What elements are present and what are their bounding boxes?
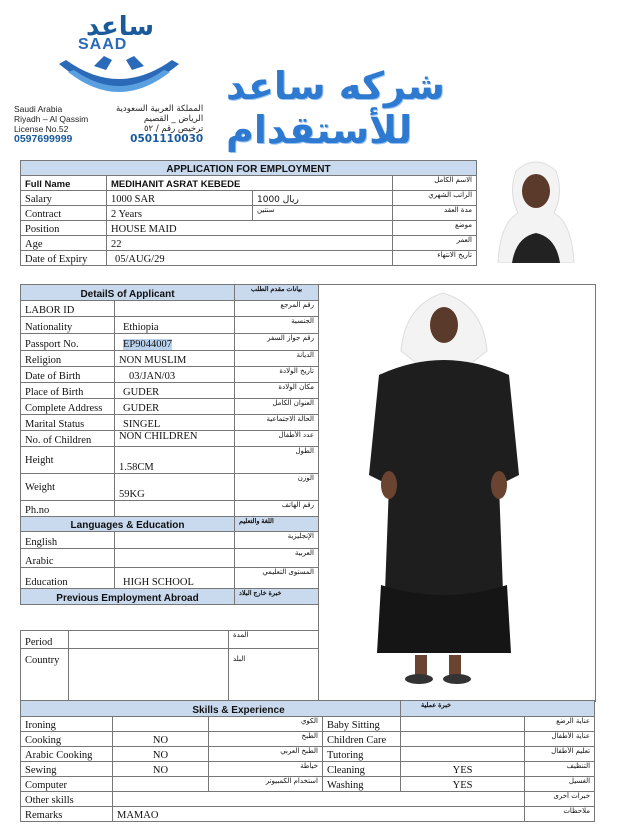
children-care-value [401,732,525,747]
nationality-value: Ethiopia [115,317,235,334]
passport-ar: رقم جواز السفر [235,334,319,351]
details-header: DetailS of Applicant [21,285,235,301]
applicant-portrait [478,153,594,263]
position-ar: موضع [393,221,477,236]
height-label: Height [21,447,115,474]
baby-sitting-label: Baby Sitting [323,717,401,732]
cooking-label: Cooking [21,732,113,747]
weight-value: 59KG [115,474,235,501]
religion-label: Religion [21,351,115,367]
full-body-photo-frame [318,284,596,702]
logo-arabic: ساعد [86,12,155,42]
baby-sitting-ar: عناية الرضع [525,717,595,732]
remarks-value: MAMAO [113,807,525,822]
phone-value [115,501,235,517]
country-label: Country [21,649,69,702]
logo-right-text: المملكة العربية السعودية الرياض _ القصيم ترخيص رقم / ٥٢ 0501110030 [116,104,204,145]
expiry-label: Date of Expiry [21,251,107,266]
tutoring-ar: تعليم الأطفال [525,747,595,762]
cooking-ar: الطبخ [209,732,323,747]
marital-label: Marital Status [21,415,115,431]
education-ar: المستوى التعليمي [235,568,319,589]
handshake-icon [54,54,184,108]
height-ar: الطول [235,447,319,474]
company-title: شركه ساعد للأستقدام [226,64,445,152]
salary-value: 1000 SAR [107,191,253,206]
skills-table [20,700,595,822]
salary-value-ar: 1000 ريال [253,191,393,206]
nationality-label: Nationality [21,317,115,334]
religion-value: NON MUSLIM [115,351,235,367]
cooking-value: NO [113,732,209,747]
full-name-label: Full Name [21,176,107,191]
address-ar: العنوان الكامل [235,399,319,415]
passport-number: EP9044007 [123,339,173,350]
logo-english: SAAD [78,36,128,53]
skills-header: Skills & Experience [21,701,401,717]
period-value [69,631,229,649]
tutoring-label: Tutoring [323,747,401,762]
cleaning-value: YES [401,762,525,777]
phone-ar: رقم الهاتف [235,501,319,517]
company-logo [8,8,204,152]
education-label: Education [21,568,115,589]
age-label: Age [21,236,107,251]
prev-table [20,630,319,702]
passport-label: Passport No. [21,334,115,351]
expiry-ar: تاريخ الانتهاء [393,251,477,266]
passport-value [115,334,235,351]
tutoring-value [401,747,525,762]
ironing-value [113,717,209,732]
weight-label: Weight [21,474,115,501]
prev-header-ar: خبرة خارج البلاد [235,589,319,605]
ironing-ar: الكوي [209,717,323,732]
lang-header-ar: اللغة والتعليم [235,517,319,532]
labor-id-label: LABOR ID [21,301,115,317]
details-table [20,284,319,605]
full-body-photo [319,285,595,701]
logo-left-phone: 0597699999 [14,133,73,145]
labor-id-ar: رقم المرجع [235,301,319,317]
period-label: Period [21,631,69,649]
english-value [115,532,235,549]
logo-right-phone: 0501110030 [130,133,204,145]
children-care-ar: عناية الأطفال [525,732,595,747]
height-value: 1.58CM [115,447,235,474]
computer-ar: استخدام الكمبيوتر [209,777,323,792]
lang-header: Languages & Education [21,517,235,532]
skills-header-ar: خبرة عملية [401,701,595,717]
dob-ar: تاريخ الولادة [235,367,319,383]
contract-value-ar: سنتين [253,206,393,221]
other-skills-value [113,792,525,807]
remarks-ar: ملاحظات [525,807,595,822]
country-ar: البلد [229,649,319,702]
logo-left-text: Saudi Arabia Riyadh – Al Qassim License No.52 0597699999 [14,104,89,145]
english-ar: الإنجليزية [235,532,319,549]
arabic-cooking-ar: الطبخ العربي [209,747,323,762]
computer-label: Computer [21,777,113,792]
period-ar: المدة [229,631,319,649]
marital-value: SINGEL [115,415,235,431]
salary-label: Salary [21,191,107,206]
washing-label: Washing [323,777,401,792]
contract-label: Contract [21,206,107,221]
education-value: HIGH SCHOOL [115,568,235,589]
arabic-ar: العربية [235,549,319,568]
phone-label: Ph.no [21,501,115,517]
pob-label: Place of Birth [21,383,115,399]
full-name-ar: الاسم الكامل [393,176,477,191]
cleaning-ar: التنظيف [525,762,595,777]
expiry-value: 05/AUG/29 [107,251,393,266]
sewing-label: Sewing [21,762,113,777]
children-value: NON CHILDREN [115,431,235,447]
age-ar: العمر [393,236,477,251]
application-title: APPLICATION FOR EMPLOYMENT [21,161,477,176]
contract-ar: مدة العقد [393,206,477,221]
other-skills-ar: خبرات أخرى [525,792,595,807]
arabic-cooking-value: NO [113,747,209,762]
washing-value: YES [401,777,525,792]
nationality-ar: الجنسية [235,317,319,334]
contract-value: 2 Years [107,206,253,221]
arabic-label: Arabic [21,549,115,568]
baby-sitting-value [401,717,525,732]
address-value: GUDER [115,399,235,415]
arabic-cooking-label: Arabic Cooking [21,747,113,762]
english-label: English [21,532,115,549]
position-label: Position [21,221,107,236]
other-skills-label: Other skills [21,792,113,807]
details-header-ar: بيانات مقدم الطلب [235,285,319,301]
age-value: 22 [107,236,393,251]
position-value: HOUSE MAID [107,221,393,236]
prev-header: Previous Employment Abroad [21,589,235,605]
top-table [20,160,477,266]
washing-ar: الغسيل [525,777,595,792]
address-label: Complete Address [21,399,115,415]
ironing-label: Ironing [21,717,113,732]
sewing-value: NO [113,762,209,777]
marital-ar: الحالة الاجتماعية [235,415,319,431]
children-care-label: Children Care [323,732,401,747]
arabic-value [115,549,235,568]
children-label: No. of Children [21,431,115,447]
dob-label: Date of Birth [21,367,115,383]
remarks-label: Remarks [21,807,113,822]
children-ar: عدد الأطفال [235,431,319,447]
cleaning-label: Cleaning [323,762,401,777]
labor-id-value [115,301,235,317]
dob-value: 03/JAN/03 [115,367,235,383]
full-name-value: MEDIHANIT ASRAT KEBEDE [107,176,393,191]
country-value [69,649,229,702]
computer-value [113,777,209,792]
sewing-ar: خياطة [209,762,323,777]
salary-ar: الراتب الشهري [393,191,477,206]
weight-ar: الوزن [235,474,319,501]
pob-value: GUDER [115,383,235,399]
pob-ar: مكان الولادة [235,383,319,399]
religion-ar: الديانة [235,351,319,367]
